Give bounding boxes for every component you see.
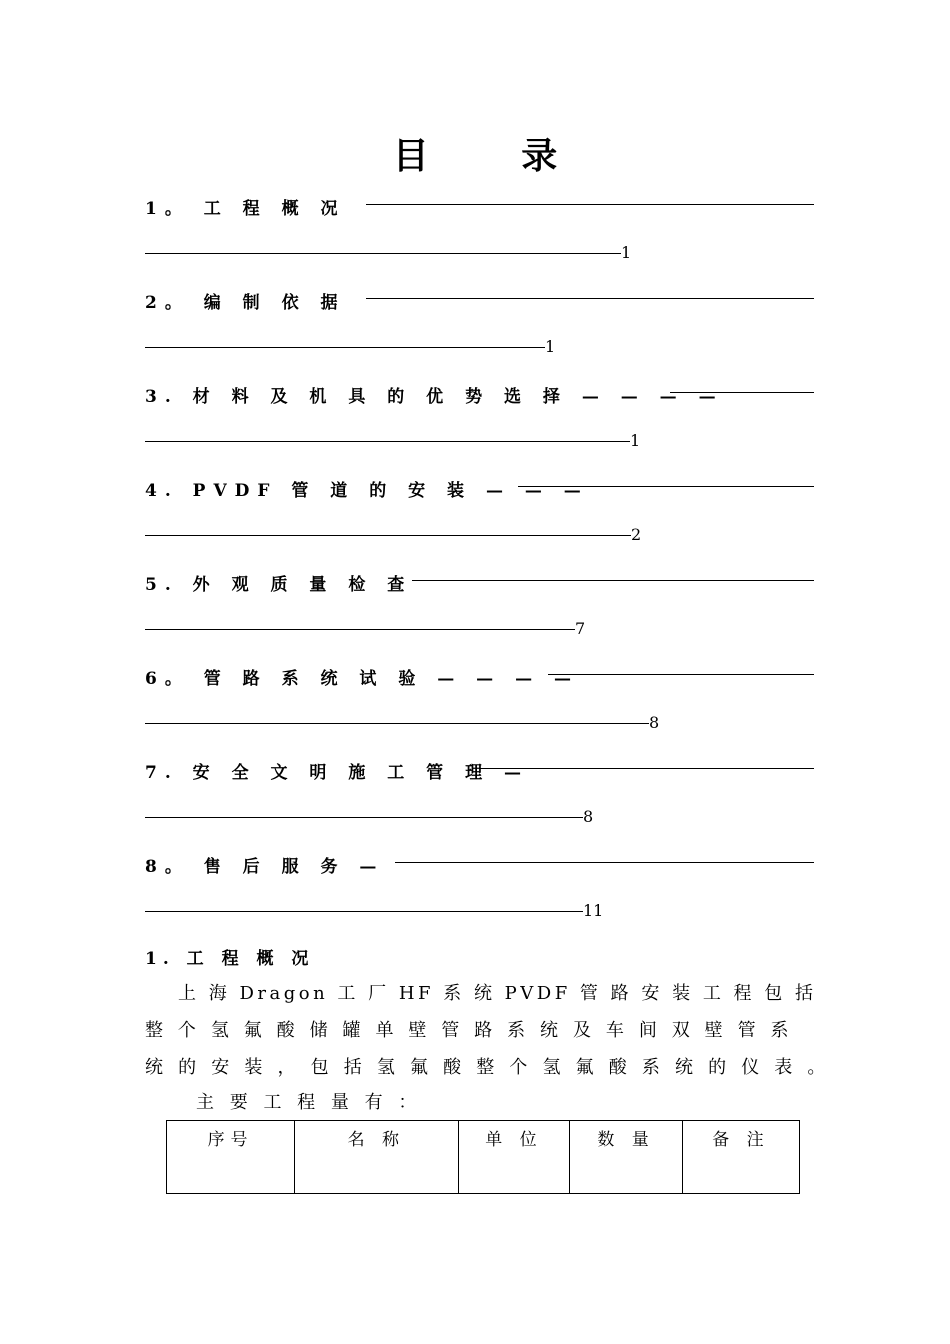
toc-label: 8。 售 后 服 务 — [145, 857, 385, 877]
toc-label: 2。 编 制 依 据 [145, 293, 346, 313]
toc-leader [518, 486, 814, 487]
table-header-cell: 名 称 [295, 1121, 458, 1194]
toc-page-number: 1 [621, 243, 632, 262]
toc-leader [480, 768, 814, 769]
toc-leader [145, 347, 545, 348]
toc-leader [548, 674, 814, 675]
body-text-line: 整 个 氢 氟 酸 储 罐 单 壁 管 路 系 统 及 车 间 双 壁 管 系 [145, 1020, 794, 1041]
toc-entry-2[interactable] [145, 288, 346, 313]
toc-label: 1。 工 程 概 况 [145, 199, 346, 219]
toc-entry-1[interactable] [145, 194, 346, 219]
toc-leader [145, 253, 621, 254]
toc-page-number: 1 [630, 431, 641, 450]
toc-label: 6。 管 路 系 统 试 验 — — — — [145, 669, 580, 689]
toc-leader [145, 441, 630, 442]
toc-label: 5. 外 观 质 量 检 查 [145, 575, 413, 595]
toc-leader [145, 723, 649, 724]
toc-entry-7[interactable] [145, 758, 529, 783]
toc-leader [412, 580, 814, 581]
toc-label: 3. 材 料 及 机 具 的 优 势 选 择 — — — — [145, 387, 724, 407]
quantity-table [166, 1120, 800, 1194]
body-text-line: 上 海 Dragon 工 厂 HF 系 统 PVDF 管 路 安 装 工 程 包 括 [178, 983, 817, 1004]
toc-leader [145, 911, 583, 912]
toc-page-number: 2 [631, 525, 642, 544]
page-title: 目 录 [392, 135, 598, 177]
table-header-cell: 序号 [167, 1121, 295, 1194]
toc-leader [366, 204, 814, 205]
toc-label: 4. PVDF 管 道 的 安 装 — — — [145, 481, 589, 501]
table-header-cell: 单 位 [458, 1121, 570, 1194]
table-header-row [167, 1121, 800, 1194]
toc-entry-6[interactable] [145, 664, 579, 689]
table-header-cell: 数 量 [570, 1121, 683, 1194]
toc-entry-8[interactable] [145, 852, 384, 877]
toc-entry-4[interactable] [145, 476, 589, 501]
toc-page-number: 1 [545, 337, 556, 356]
toc-entry-3[interactable] [145, 382, 724, 407]
toc-page-number: 7 [575, 619, 586, 638]
toc-entry-5[interactable] [145, 570, 412, 595]
toc-leader [395, 862, 814, 863]
toc-page-number: 8 [649, 713, 660, 732]
toc-leader [145, 535, 631, 536]
toc-page-number: 8 [583, 807, 594, 826]
toc-page-number: 11 [583, 901, 604, 920]
toc-leader [670, 392, 814, 393]
toc-leader [145, 629, 575, 630]
toc-label: 7. 安 全 文 明 施 工 管 理 — [145, 763, 530, 783]
table-header-cell: 备 注 [682, 1121, 799, 1194]
section-heading: 1. 工 程 概 况 [145, 949, 315, 969]
body-text-line: 主 要 工 程 量 有 ： [196, 1092, 422, 1113]
body-text-line: 统 的 安 装 ， 包 括 氢 氟 酸 整 个 氢 氟 酸 系 统 的 仪 表 。 [145, 1057, 831, 1078]
toc-leader [366, 298, 814, 299]
toc-leader [145, 817, 583, 818]
